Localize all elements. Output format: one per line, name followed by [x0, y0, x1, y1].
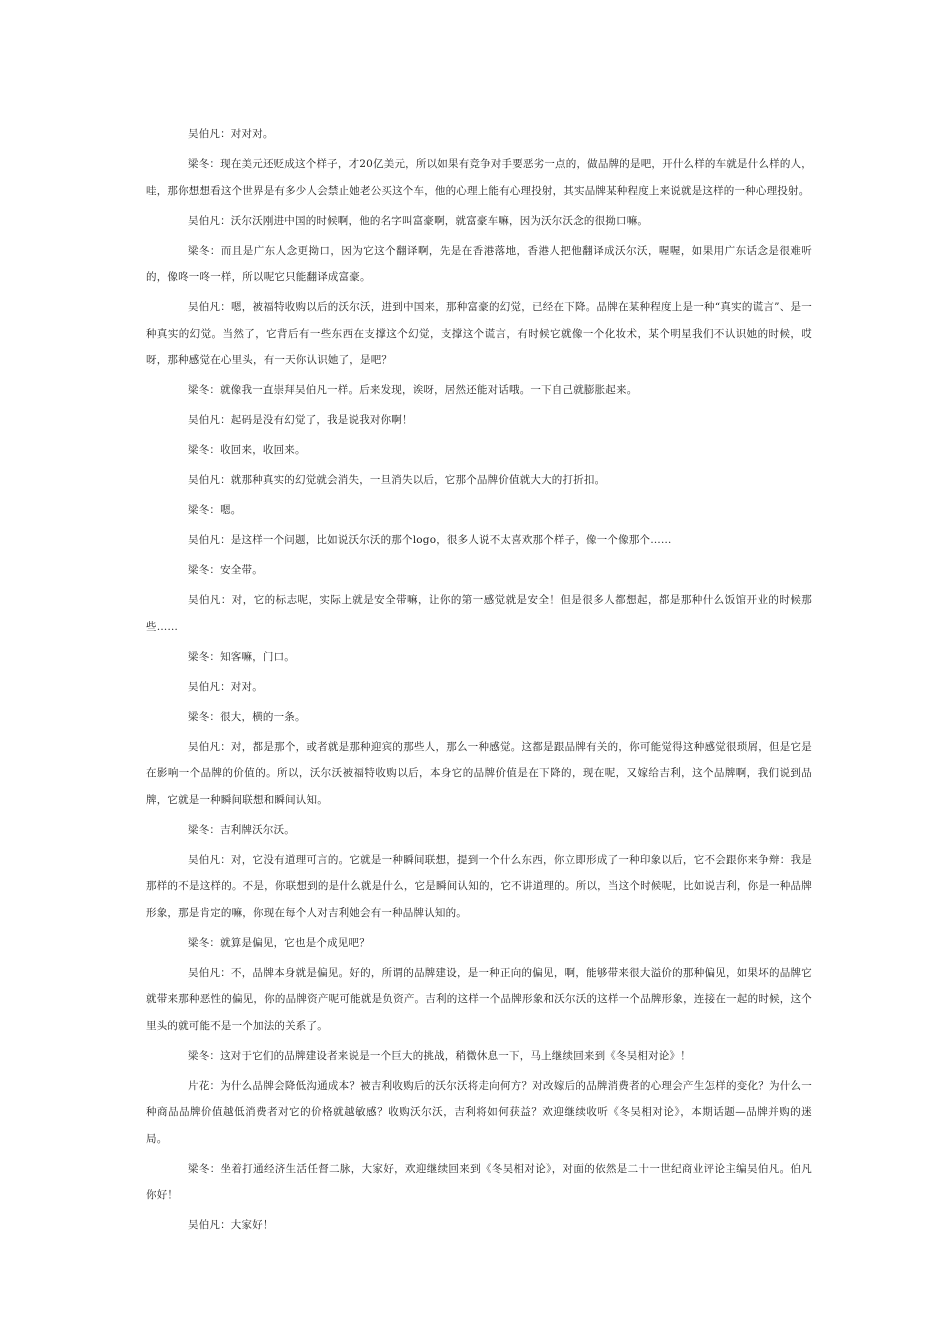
- paragraph: 梁冬：这对于它们的品牌建设者来说是一个巨大的挑战，稍微休息一下，马上继续回来到《冬吴相对论》！: [188, 1049, 691, 1062]
- paragraph: 吴伯凡：起码是没有幻觉了，我是说我对你啊！: [188, 414, 413, 426]
- paragraph: 吴伯凡：沃尔沃刚进中国的时候啊，他的名字叫富豪啊，就富豪车嘛，因为沃尔沃念的很拗口嘛。: [188, 214, 649, 227]
- paragraph: 片花：为什么品牌会降低沟通成本？被吉利收购后的沃尔沃将走向何方？对改嫁后的品牌消费者的心理会产生怎样的变化？为什么一种商品品牌价值越低消费者对它的价格就越敏感？收购沃尔沃，吉利将如何获益？欢迎继续收听《冬吴相对论》，本期话题—品牌并购的迷局。: [146, 1079, 812, 1145]
- paragraph: 吴伯凡：嗯，被福特收购以后的沃尔沃，进到中国来，那种富豪的幻觉，已经在下降。品牌在某种程度上是一种“真实的谎言”、是一种真实的幻觉。当然了，它背后有一些东西在支撑这个幻觉，支撑这个谎言，有时候它就像一个化妆术，某个明星我们不认识她的时候，哎呀，那种感觉在心里头，有一天你认识她了，是吧？: [146, 301, 812, 366]
- paragraph: 梁冬：坐着打通经济生活任督二脉，大家好，欢迎继续回来到《冬吴相对论》，对面的依然是二十一世纪商业评论主编吴伯凡。伯凡你好！: [146, 1162, 812, 1201]
- paragraph: 吴伯凡：对对对。: [188, 128, 274, 140]
- paragraph: 吴伯凡：对，它的标志呢，实际上就是安全带嘛，让你的第一感觉就是安全！但是很多人都想起，都是那种什么饭馆开业的时候那些……: [146, 594, 812, 633]
- paragraph: 梁冬：吉利牌沃尔沃。: [188, 823, 295, 836]
- paragraph: 梁冬：嗯。: [188, 504, 242, 516]
- paragraph: 梁冬：收回来，收回来。: [188, 444, 306, 456]
- paragraph: 梁冬：安全带。: [188, 564, 263, 576]
- paragraph: 梁冬：现在美元还贬成这个样子，才20亿美元，所以如果有竞争对手要恶劣一点的，做品牌的是吧，开什么样的车就是什么样的人，哇，那你想想看这个世界是有多少人会禁止她老公买这个车，他的心理上能有心理投射，其实品牌某种程度上来说就是这样的一种心理投射。: [146, 158, 812, 197]
- paragraph: 吴伯凡：对，都是那个，或者就是那种迎宾的那些人，那么一种感觉。这都是跟品牌有关的，你可能觉得这种感觉很琐屑，但是它是在影响一个品牌的价值的。所以，沃尔沃被福特收购以后，本身它的品牌价值是在下降的，现在呢，又嫁给吉利，这个品牌啊，我们说到品牌，它就是一种瞬间联想和瞬间认知。: [146, 740, 812, 806]
- paragraph: 梁冬：知客嘛，门口。: [188, 650, 295, 663]
- paragraph: 吴伯凡：对，它没有道理可言的。它就是一种瞬间联想，提到一个什么东西，你立即形成了一种印象以后，它不会跟你来争辩：我是那样的不是这样的。不是，你联想到的是什么就是什么，它是瞬间认知的，它不讲道理的。所以，当这个时候呢，比如说吉利，你是一种品牌形象，那是肯定的嘛，你现在每个人对吉利她会有一种品牌认知的。: [146, 853, 812, 919]
- paragraph: 吴伯凡：是这样一个问题，比如说沃尔沃的那个logo，很多人说不太喜欢那个样子，像一个像那个……: [188, 534, 672, 546]
- paragraph: 吴伯凡：就那种真实的幻觉就会消失，一旦消失以后，它那个品牌价值就大大的打折扣。: [188, 474, 606, 486]
- paragraph: 梁冬：就像我一直崇拜吴伯凡一样。后来发现，诶呀，居然还能对话哦。一下自己就膨胀起来。: [188, 384, 638, 396]
- paragraph: 梁冬：就算是偏见，它也是个成见吧？: [188, 936, 370, 949]
- paragraph: 吴伯凡：不，品牌本身就是偏见。好的，所谓的品牌建设，是一种正向的偏见，啊，能够带来很大溢价的那种偏见，如果坏的品牌它就带来那种恶性的偏见，你的品牌资产呢可能就是负资产。吉利的这样一个品牌形象和沃尔沃的这样一个品牌形象，连接在一起的时候，这个里头的就可能不是一个加法的关系了。: [146, 966, 812, 1032]
- paragraph: 吴伯凡：对对。: [188, 680, 263, 693]
- transcript-page: [146, 121, 812, 1242]
- paragraph: 梁冬：而且是广东人念更拗口，因为它这个翻译啊，先是在香港落地，香港人把他翻译成沃尔沃，喔喔，如果用广东话念是很难听的，像咚一咚一样，所以呢它只能翻译成富豪。: [146, 244, 812, 283]
- paragraph: 梁冬：很大，横的一条。: [188, 710, 306, 723]
- paragraph: 吴伯凡：大家好！: [188, 1219, 274, 1231]
